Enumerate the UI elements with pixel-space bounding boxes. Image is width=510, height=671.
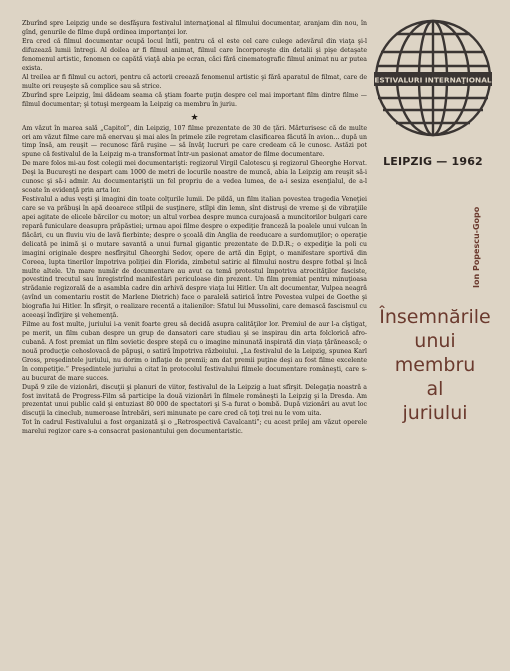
globe-icon (372, 14, 494, 142)
title-line: Însemnările (379, 306, 491, 328)
paragraph: Era cred că filmul documentar ocupă locul întîi, pentru că el este cel care culege adevărul din viaţa şi-l difuzează lumii întregi. Al doilea ar fi filmul animat, filmul care încorporeşte din detalii şi pişe detaşate fenomenul artistic, fenomen ce capătă viaţă abia pe ecran, căci fără cinematografic filmul animat nu ar putea exista. (22, 38, 367, 72)
paragraph: Filme au fost multe, juriului i-a venit foarte greu să decidă asupra calităţilor lor. Premiul de aur l-a cîştigat, pe merit, un film cuban despre un grup de dansatori care studiau şi se inspirau din arta folclorică afro-cubană. A fost premiat un film sovietic despre stepă cu o imagine minunată inspirată din viaţa ţărănească; o nouă producţie cehoslovacă de păpuşi, o satiră împotriva războiului. „La festivalul de la Leipzig, spunea Karl Gross, preşedintele juriului, nu dorim o inflaţie de premii; am dat premii puţine deşi au fost filme excelente în competiţie.” Preşedintele juriului a citat în protocolul festivalului filmele documentare româneşti, care s-au bucurat de mare succes. (22, 321, 367, 382)
article-title (375, 305, 495, 425)
paragraph: Zburînd spre Leipzig, îmi dădeam seama că ştiam foarte puţin despre cel mai important film dintre filme — filmul documentar; şi totuşi mergeam la Leipzig ca membru în juriu. (22, 91, 367, 108)
author-name: Ion Popescu-Gopo (472, 206, 481, 288)
paragraph: Am văzut în marea sală „Capitol”, din Leipzig, 107 filme prezentate de 30 de ţări. Mărturisesc că de multe ori am văzut filme care mă enervau şi mai ales în primele zile regretam clasificarea făcută în avion... după un timp însă, am reuşit — recunosc fără ruşine — să învăţ lucruri pe care credeam că le cunosc. Astăzi pot spune că festivalul de la Leipzig m-a transformat într-un pasionat amator de filme documentare. (22, 124, 367, 159)
paragraph: După 9 zile de vizionări, discuţii şi planuri de viitor, festivalul de la Leipzig a luat sfîrşit. Delegaţia noastră a fost invitată de Progress-Film să participe la două vizionări în filmele româneşti la Leipzig şi la Dresda. Am prezentat unui public cald şi entuziast 80 000 de spectatori şi S-a furat o bombă. După vizionări au avut loc discuţii la cineclub, numeroase întrebări, seri minunate pe care cred că toţi trei nu le vom uita. (22, 383, 367, 418)
city-year: LEIPZIG — 1962 (383, 155, 483, 168)
section-separator: ★ (190, 112, 199, 123)
paragraph: De mare folos mi-au fost colegii mei documentarişti: regizorul Virgil Calotescu şi regizorul Gheorghe Horvat. Deşi la Bucureşti ne despart cam 1000 de metri de locurile noastre de muncă, abia la Leipzig am reuşit să-i cunosc şi să-i admir. Au documentariştii un fel propriu de a vedea lumea, de a-i sesiza esenţialul, de a-l scoate în evidenţă prin arta lor. (22, 160, 367, 195)
logo-text: FESTIVALURI INTERNAŢIONALE (372, 75, 494, 85)
paragraph: Al treilea ar fi filmul cu actori, pentru că actorii creează fenomenul artistic şi fără aparatul de filmat, care de multe ori reuşeşte să complice sau să strice. (22, 73, 367, 90)
title-line: al (426, 378, 444, 400)
title-line: unui (414, 330, 456, 352)
paragraph: Festivalul a adus veşti şi imagini din toate colţurile lumii. De pildă, un film italian povestea tragedia Veneţiei care se va prăbuşi în apă deoarece stîlpii de susţinere, stîlpi din lemn, sînt distruşi de vreme şi de vibraţiile apei agitate de elicele bărcilor cu motor; un altul vorbea despre munca curajoasă a muncitorilor bulgari care repară funiculare deasupra prăpăstiei; urmau apoi filme despre o expediţie franceză la poalele unui vulcan în flăcări, cu un fluviu viu de lavă fierbinte; despre o şcoală din Anglia de reeducare a surdomuţilor; o operaţie delicată pe inimă şi o mutare savantă a unui furnal gigantic prezentate de D.D.R.; o expediţie la poli cu imagini originale despre nesfîrşitul Gheorghi Sedov, opere de artă din Egipt, o manifestare sportivă din Coreea, lupta tinerilor împotriva poliţiei din Florida, zimbetul satiric al filmului nostru despre fotbal şi încă multe altele. Un mare număr de documentare au avut ca temă protestul împotriva atrocităţilor fasciste, povestind trecutul sau înregistrînd manifestări periculoase din prezent. Un film premiat pentru minuţioasa strădanie regizorală de a asambla cadre din arhivă despre viaţa lui Hitler. Un alt documentar, Vulpea neagră (avînd un comentariu rostit de Marlene Dietrich) face o paralelă satirică între Povestea vulpei de Goethe şi biografia lui Hitler. În sfîrşit, o realizare recentă a italienilor: Sfatul lui Mussolini, care demască fascismul cu aceeaşi îndîrjire şi vehemenţă. (22, 196, 367, 320)
festival-globe-logo (372, 14, 494, 142)
article-body (22, 20, 367, 437)
title-line: juriului (402, 402, 468, 424)
paragraph: Zburînd spre Leipzig unde se desfăşura festivalul internaţional al filmului documentar, aranjam din nou, în gînd, genurile de filme după ordinea importanţei lor. (22, 20, 367, 36)
title-line: membru (394, 354, 476, 376)
paragraph: Tot în cadrul Festivalului a fost organizată şi o „Retrospectivă Cavalcanti”; cu acest prilej am văzut operele marelui regizor care s-a consacrat pasionantului gen documentaristic. (22, 419, 367, 436)
